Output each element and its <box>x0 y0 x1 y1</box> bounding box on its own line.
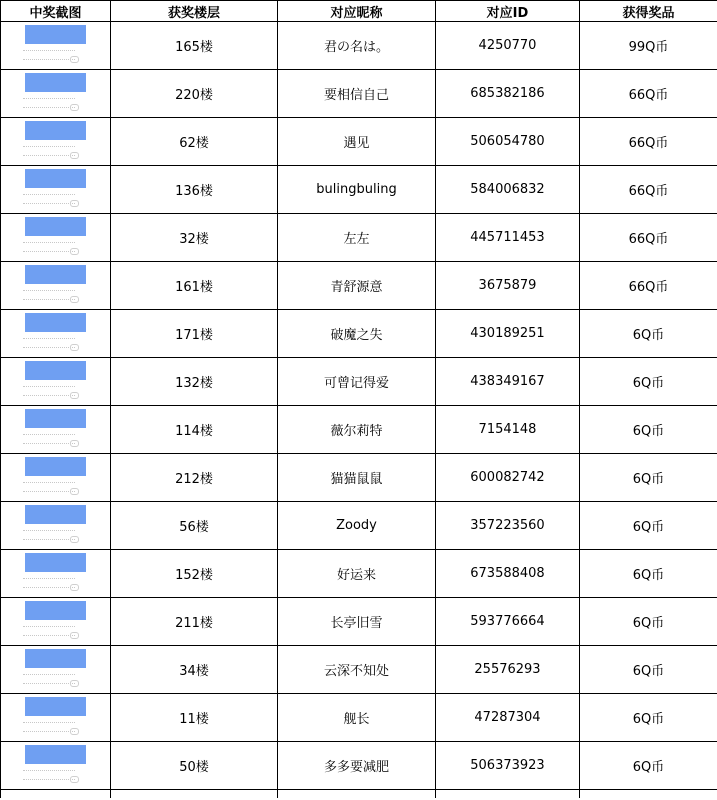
winner-screenshot[interactable] <box>1 550 111 598</box>
thumbnail-line <box>23 50 75 52</box>
cell-nickname: 要相信自己 <box>278 70 436 118</box>
cell-prize: 6Q币 <box>580 598 717 646</box>
thumbnail-toggle-icon <box>70 248 79 255</box>
winner-screenshot[interactable] <box>1 454 111 502</box>
thumbnail-banner <box>25 505 86 524</box>
table-row <box>1 358 717 406</box>
thumbnail-line <box>23 338 75 340</box>
cell-nickname: 左左 <box>278 214 436 262</box>
cell-floor: 171楼 <box>111 310 278 358</box>
thumbnail-banner <box>25 457 86 476</box>
winner-screenshot[interactable] <box>1 358 111 406</box>
thumbnail-toggle-icon <box>70 488 79 495</box>
cell-floor: 34楼 <box>111 646 278 694</box>
cell-floor: 114楼 <box>111 406 278 454</box>
table-row <box>1 118 717 166</box>
cell-floor: 136楼 <box>111 166 278 214</box>
thumbnail-banner <box>25 169 86 188</box>
thumbnail-line <box>23 731 75 733</box>
cell-prize: 66Q币 <box>580 166 717 214</box>
thumbnail-line <box>23 722 75 724</box>
thumbnail-toggle-icon <box>70 728 79 735</box>
winner-screenshot[interactable] <box>1 598 111 646</box>
header-prize: 获得奖品 <box>580 1 717 22</box>
cell-prize: 6Q币 <box>580 406 717 454</box>
table-header-row <box>1 1 717 22</box>
screenshot-thumbnail <box>1 742 110 789</box>
cell-floor: 211楼 <box>111 598 278 646</box>
cell-id: 593776664 <box>436 598 580 646</box>
thumbnail-line <box>23 386 75 388</box>
table-row <box>1 70 717 118</box>
thumbnail-line <box>23 491 75 493</box>
cell-prize: 66Q币 <box>580 214 717 262</box>
table-row <box>1 214 717 262</box>
cell-prize: 6Q币 <box>580 358 717 406</box>
cell-id: 600082742 <box>436 454 580 502</box>
cell-floor: 132楼 <box>111 358 278 406</box>
screenshot-thumbnail <box>1 406 110 453</box>
screenshot-thumbnail <box>1 646 110 693</box>
cell-floor: 11楼 <box>111 694 278 742</box>
thumbnail-line <box>23 674 75 676</box>
screenshot-thumbnail <box>1 70 110 117</box>
cell-floor: 62楼 <box>111 118 278 166</box>
thumbnail-line <box>23 242 75 244</box>
screenshot-thumbnail <box>1 358 110 405</box>
thumbnail-line <box>23 155 75 157</box>
header-id: 对应ID <box>436 1 580 22</box>
screenshot-thumbnail <box>1 502 110 549</box>
thumbnail-banner <box>25 745 86 764</box>
winner-screenshot[interactable] <box>1 166 111 214</box>
cell-nickname: 可曾记得爱 <box>278 358 436 406</box>
table-row <box>1 502 717 550</box>
cell-floor: 56楼 <box>111 502 278 550</box>
thumbnail-banner <box>25 121 86 140</box>
thumbnail-line <box>23 443 75 445</box>
thumbnail-line <box>23 107 75 109</box>
thumbnail-line <box>23 434 75 436</box>
table-row <box>1 310 717 358</box>
screenshot-thumbnail <box>1 694 110 741</box>
cell-id: 47287304 <box>436 694 580 742</box>
thumbnail-line <box>23 635 75 637</box>
cell-floor: 32楼 <box>111 214 278 262</box>
thumbnail-banner <box>25 361 86 380</box>
thumbnail-banner <box>25 265 86 284</box>
winner-screenshot[interactable] <box>1 742 111 790</box>
cell-id: 506373923 <box>436 742 580 790</box>
cell-id: 445711453 <box>436 214 580 262</box>
cell-prize: 6Q币 <box>580 742 717 790</box>
thumbnail-line <box>23 626 75 628</box>
thumbnail-toggle-icon <box>70 776 79 783</box>
winner-screenshot[interactable] <box>1 310 111 358</box>
thumbnail-line <box>23 203 75 205</box>
table-row <box>1 22 717 70</box>
screenshot-thumbnail <box>1 166 110 213</box>
screenshot-thumbnail <box>1 22 110 69</box>
thumbnail-toggle-icon <box>70 152 79 159</box>
thumbnail-line <box>23 146 75 148</box>
screenshot-thumbnail <box>1 310 110 357</box>
cell-prize: 66Q币 <box>580 262 717 310</box>
cell-prize: 6Q币 <box>580 694 717 742</box>
thumbnail-line <box>23 482 75 484</box>
thumbnail-toggle-icon <box>70 392 79 399</box>
table-row <box>1 262 717 310</box>
thumbnail-toggle-icon <box>70 632 79 639</box>
table-row <box>1 454 717 502</box>
table-row <box>1 550 717 598</box>
thumbnail-line <box>23 530 75 532</box>
thumbnail-line <box>23 578 75 580</box>
winner-screenshot[interactable] <box>1 694 111 742</box>
cell-floor: 161楼 <box>111 262 278 310</box>
thumbnail-toggle-icon <box>70 584 79 591</box>
cell-nickname: 薇尔莉特 <box>278 406 436 454</box>
cell-id: 4250770 <box>436 22 580 70</box>
table-row <box>1 598 717 646</box>
table-row-partial <box>1 790 717 799</box>
header-screenshot: 中奖截图 <box>1 1 111 22</box>
cell-floor: 220楼 <box>111 70 278 118</box>
cell-id: 430189251 <box>436 310 580 358</box>
cell-floor: 165楼 <box>111 22 278 70</box>
table-row <box>1 406 717 454</box>
cell-floor: 50楼 <box>111 742 278 790</box>
cell-prize: 99Q币 <box>580 22 717 70</box>
cell-prize: 6Q币 <box>580 646 717 694</box>
cell-nickname: 破魔之失 <box>278 310 436 358</box>
screenshot-thumbnail <box>1 214 110 261</box>
thumbnail-line <box>23 98 75 100</box>
thumbnail-line <box>23 299 75 301</box>
thumbnail-banner <box>25 313 86 332</box>
cell-id: 584006832 <box>436 166 580 214</box>
thumbnail-line <box>23 290 75 292</box>
thumbnail-banner <box>25 697 86 716</box>
thumbnail-toggle-icon <box>70 680 79 687</box>
thumbnail-toggle-icon <box>70 344 79 351</box>
winner-screenshot[interactable] <box>1 262 111 310</box>
thumbnail-line <box>23 683 75 685</box>
thumbnail-banner <box>25 25 86 44</box>
cell-prize: 6Q币 <box>580 454 717 502</box>
thumbnail-banner <box>25 649 86 668</box>
header-nickname: 对应昵称 <box>278 1 436 22</box>
screenshot-thumbnail <box>1 598 110 645</box>
cell-floor: 152楼 <box>111 550 278 598</box>
thumbnail-line <box>23 395 75 397</box>
cell-nickname: 云深不知处 <box>278 646 436 694</box>
screenshot-thumbnail <box>1 118 110 165</box>
screenshot-thumbnail <box>1 262 110 309</box>
table-row <box>1 742 717 790</box>
thumbnail-banner <box>25 409 86 428</box>
cell-prize: 66Q币 <box>580 70 717 118</box>
cell-id: 357223560 <box>436 502 580 550</box>
cell-nickname: 长亭旧雪 <box>278 598 436 646</box>
screenshot-thumbnail <box>1 550 110 597</box>
thumbnail-banner <box>25 601 86 620</box>
cell-nickname: 君の名は。 <box>278 22 436 70</box>
cell-id: 506054780 <box>436 118 580 166</box>
thumbnail-line <box>23 251 75 253</box>
thumbnail-toggle-icon <box>70 536 79 543</box>
winner-screenshot[interactable] <box>1 70 111 118</box>
cell-id: 685382186 <box>436 70 580 118</box>
cell-nickname: Zoody <box>278 502 436 550</box>
thumbnail-line <box>23 587 75 589</box>
thumbnail-toggle-icon <box>70 200 79 207</box>
thumbnail-line <box>23 347 75 349</box>
cell-nickname: 好运来 <box>278 550 436 598</box>
winner-screenshot[interactable] <box>1 646 111 694</box>
thumbnail-banner <box>25 553 86 572</box>
winner-screenshot[interactable] <box>1 22 111 70</box>
cell-nickname: 舰长 <box>278 694 436 742</box>
header-floor: 获奖楼层 <box>111 1 278 22</box>
winner-screenshot[interactable] <box>1 502 111 550</box>
cell-id: 7154148 <box>436 406 580 454</box>
cell-nickname: bulingbuling <box>278 166 436 214</box>
cell-nickname: 遇见 <box>278 118 436 166</box>
cell-id: 673588408 <box>436 550 580 598</box>
thumbnail-banner <box>25 73 86 92</box>
cell-id: 25576293 <box>436 646 580 694</box>
cell-id: 438349167 <box>436 358 580 406</box>
screenshot-thumbnail <box>1 454 110 501</box>
cell-prize: 6Q币 <box>580 310 717 358</box>
thumbnail-toggle-icon <box>70 296 79 303</box>
table-row <box>1 694 717 742</box>
thumbnail-line <box>23 539 75 541</box>
cell-prize: 6Q币 <box>580 550 717 598</box>
winner-screenshot[interactable] <box>1 214 111 262</box>
thumbnail-line <box>23 770 75 772</box>
cell-prize: 6Q币 <box>580 502 717 550</box>
cell-id: 3675879 <box>436 262 580 310</box>
table-row <box>1 646 717 694</box>
thumbnail-line <box>23 194 75 196</box>
cell-prize: 66Q币 <box>580 118 717 166</box>
cell-nickname: 青舒源意 <box>278 262 436 310</box>
thumbnail-toggle-icon <box>70 56 79 63</box>
winner-screenshot[interactable] <box>1 118 111 166</box>
thumbnail-banner <box>25 217 86 236</box>
table-row <box>1 166 717 214</box>
winner-screenshot[interactable] <box>1 406 111 454</box>
cell-nickname: 多多要减肥 <box>278 742 436 790</box>
thumbnail-toggle-icon <box>70 440 79 447</box>
cell-floor: 212楼 <box>111 454 278 502</box>
thumbnail-line <box>23 59 75 61</box>
thumbnail-toggle-icon <box>70 104 79 111</box>
thumbnail-line <box>23 779 75 781</box>
table-body <box>1 22 717 799</box>
cell-nickname: 猫猫鼠鼠 <box>278 454 436 502</box>
